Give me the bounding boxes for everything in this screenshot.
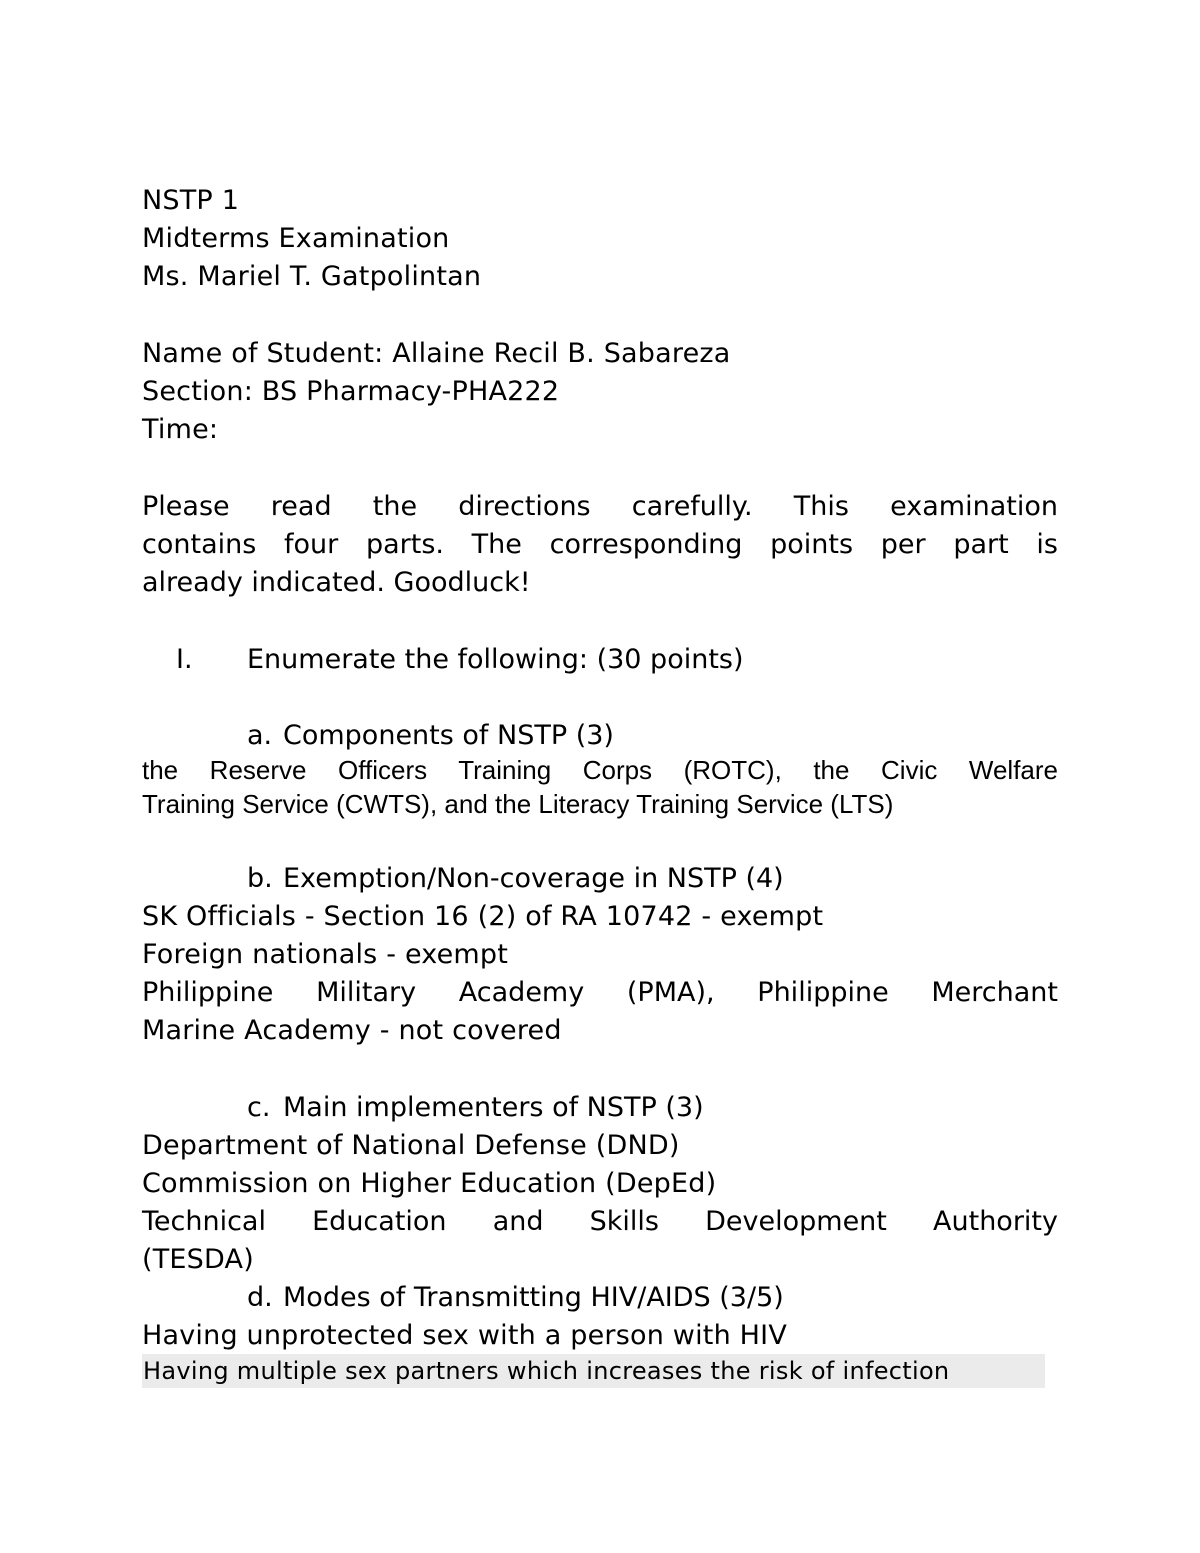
item-a-letter: a. [247,720,273,751]
item-d-title: Modes of Transmitting HIV/AIDS (3/5) [283,1282,784,1313]
directions-line-3: already indicated. Goodluck! [142,567,531,598]
item-c-answer-1: Department of National Defense (DND) [142,1130,680,1161]
item-b-answer-3-line-1: Philippine Military Academy (PMA), Philippine Merchant [142,977,1058,1008]
directions-line-2: contains four parts. The corresponding points per part is [142,529,1058,560]
student-name: Name of Student: Allaine Recil B. Sabareza [142,338,731,369]
item-a-answer-line-2: Training Service (CWTS), and the Literacy Training Service (LTS) [142,789,894,819]
instructor-name: Ms. Mariel T. Gatpolintan [142,261,482,292]
item-d-answer-1: Having unprotected sex with a person with HIV [142,1320,788,1351]
part-numeral: I. [176,644,193,675]
item-b-answer-2: Foreign nationals - exempt [142,939,509,970]
item-c-letter: c. [247,1092,271,1123]
exam-title: Midterms Examination [142,223,450,254]
item-b-title: Exemption/Non-coverage in NSTP (4) [283,863,784,894]
item-a-answer-line-1: the Reserve Officers Training Corps (ROTC), the Civic Welfare [142,755,1058,785]
student-section: Section: BS Pharmacy-PHA222 [142,376,560,407]
directions-line-1: Please read the directions carefully. This examination [142,491,1058,522]
item-d-letter: d. [247,1282,273,1313]
exam-time: Time: [142,414,219,445]
item-d-answer-2-highlighted: Having multiple sex partners which increases the risk of infection [142,1354,1045,1388]
item-b-answer-1: SK Officials - Section 16 (2) of RA 10742 - exempt [142,901,824,932]
item-c-answer-3-line-2: (TESDA) [142,1244,254,1275]
part-title: Enumerate the following: (30 points) [247,644,744,675]
item-a-title: Components of NSTP (3) [283,720,614,751]
course-title: NSTP 1 [142,185,240,216]
item-c-title: Main implementers of NSTP (3) [283,1092,704,1123]
item-c-answer-2: Commission on Higher Education (DepEd) [142,1168,717,1199]
item-c-answer-3-line-1: Technical Education and Skills Development Authority [142,1206,1058,1237]
item-b-letter: b. [247,863,273,894]
item-b-answer-3-line-2: Marine Academy - not covered [142,1015,562,1046]
